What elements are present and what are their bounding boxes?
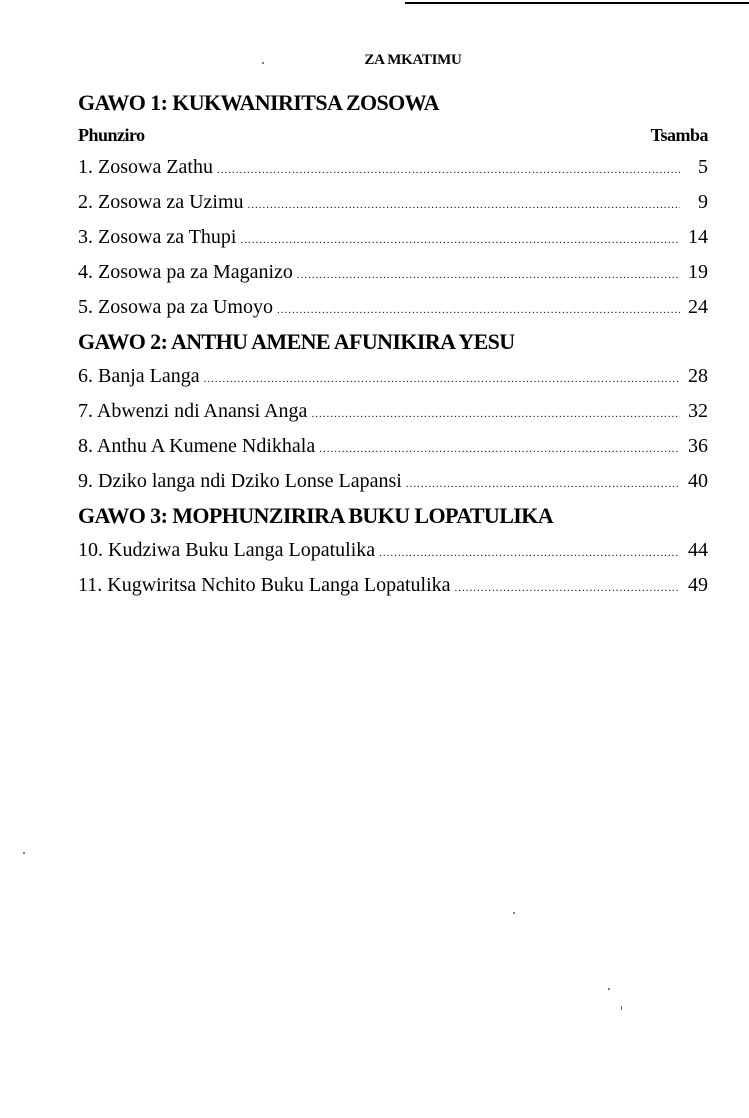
dot-leader (241, 223, 681, 258)
dot-leader (406, 467, 680, 502)
toc-entry-page: 5 (698, 156, 708, 178)
toc-entry-page: 44 (688, 539, 708, 561)
toc-entry-title: 1. Zosowa Zathu (78, 156, 213, 178)
toc-entry-title: 8. Anthu A Kumene Ndikhala (78, 435, 316, 457)
toc-entry-page: 9 (698, 191, 708, 213)
dot-leader (297, 258, 680, 293)
column-header-lesson: Phunziro (78, 125, 145, 145)
toc-entry (78, 185, 708, 220)
part-2-entries (78, 359, 708, 499)
toc-entry (78, 429, 708, 464)
toc-entry-title: 2. Zosowa za Uzimu (78, 191, 244, 213)
toc-entry (78, 568, 708, 603)
toc-entry-title: 3. Zosowa za Thupi (78, 226, 237, 248)
toc-entry-page: 24 (688, 296, 708, 318)
toc-entry-title: 10. Kudziwa Buku Langa Lopatulika (78, 539, 376, 561)
toc-entry-title: 6. Banja Langa (78, 365, 200, 387)
toc-entry-page: 32 (688, 400, 708, 422)
dot-leader (217, 153, 680, 188)
top-rule (405, 2, 749, 4)
toc-entry-page: 36 (688, 435, 708, 457)
part-3-entries (78, 533, 708, 603)
toc-entry (78, 533, 708, 568)
dot-leader (455, 571, 680, 606)
dot-leader (248, 188, 680, 223)
table-of-contents (78, 48, 708, 603)
toc-entry-page: 28 (688, 365, 708, 387)
column-headers (78, 120, 708, 150)
scan-speck (513, 912, 515, 914)
toc-entry-title: 5. Zosowa pa za Umoyo (78, 296, 273, 318)
toc-entry (78, 359, 708, 394)
dot-leader (319, 432, 680, 467)
part-heading-3: GAWO 3: MOPHUNZIRIRA BUKU LOPATULIKA (78, 503, 554, 528)
toc-entry-title: 11. Kugwiritsa Nchito Buku Langa Lopatulika (78, 574, 451, 596)
toc-entry-title: 7. Abwenzi ndi Anansi Anga (78, 400, 308, 422)
scan-speck (621, 1006, 622, 1010)
toc-entry (78, 150, 708, 185)
scan-speck (23, 852, 25, 854)
scan-speck (262, 62, 264, 64)
toc-entry-page: 40 (688, 470, 708, 492)
toc-entry (78, 220, 708, 255)
dot-leader (204, 362, 680, 397)
scan-speck (608, 988, 610, 990)
toc-entry-title: 4. Zosowa pa za Maganizo (78, 261, 293, 283)
column-header-page: Tsamba (650, 125, 708, 145)
part-heading-1: GAWO 1: KUKWANIRITSA ZOSOWA (78, 90, 439, 115)
toc-entry-page: 49 (688, 574, 708, 596)
toc-entry (78, 394, 708, 429)
toc-entry-page: 14 (688, 226, 708, 248)
toc-entry (78, 290, 708, 325)
toc-entry (78, 255, 708, 290)
dot-leader (277, 293, 680, 328)
toc-title: ZA MKATIMU (364, 52, 462, 68)
toc-entry (78, 464, 708, 499)
dot-leader (379, 536, 680, 571)
part-1-entries (78, 150, 708, 325)
toc-entry-page: 19 (688, 261, 708, 283)
dot-leader (311, 397, 680, 432)
toc-entry-title: 9. Dziko langa ndi Dziko Lonse Lapansi (78, 470, 402, 492)
part-heading-2: GAWO 2: ANTHU AMENE AFUNIKIRA YESU (78, 329, 515, 354)
